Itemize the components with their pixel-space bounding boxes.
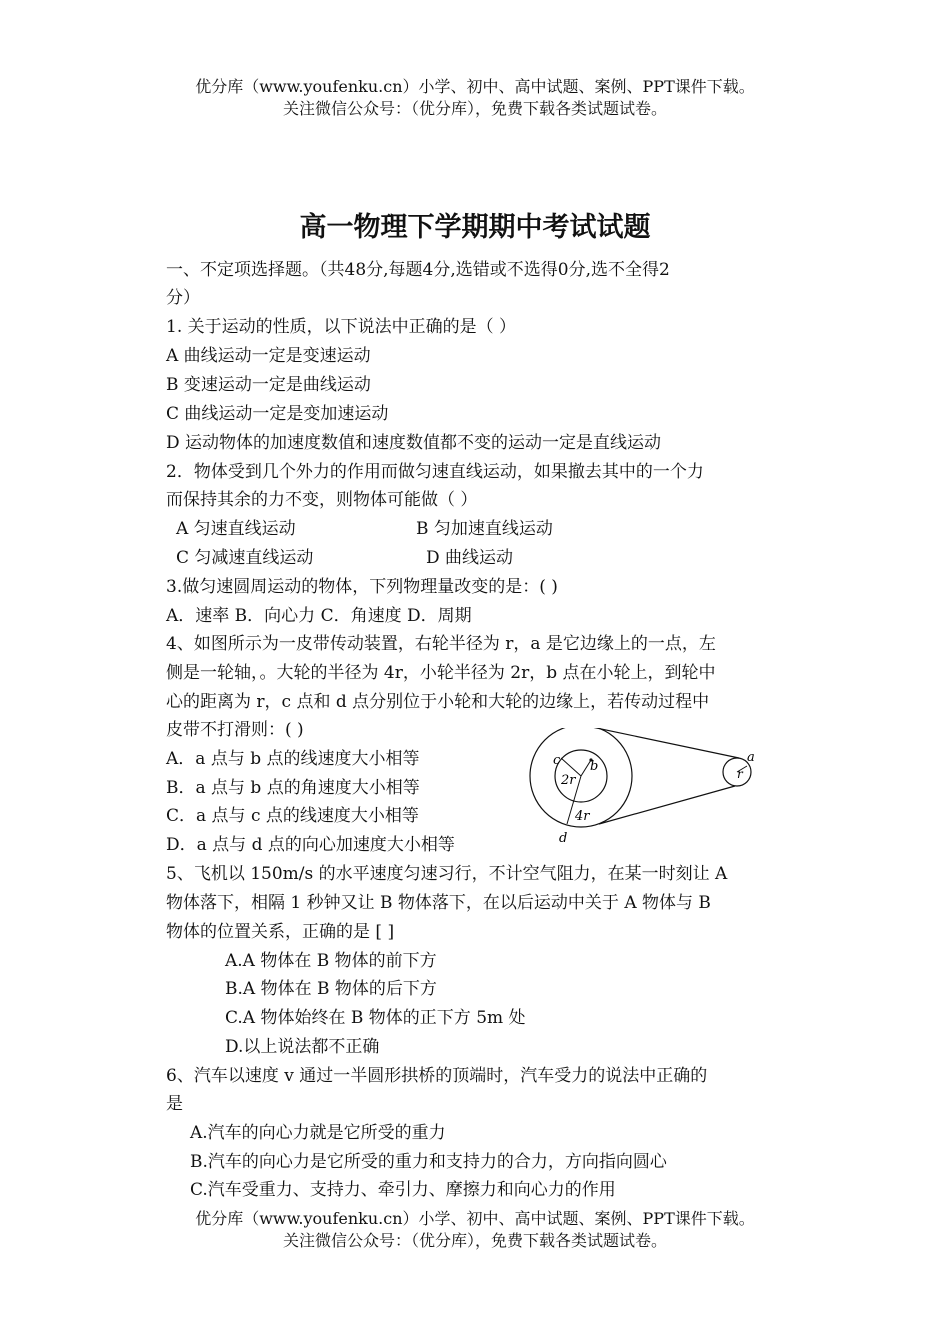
- q4-stem-line-4: 皮带不打滑则：( ): [166, 720, 304, 740]
- q2-option-b: B 匀加速直线运动: [416, 519, 553, 539]
- label-2r: 2r: [561, 773, 576, 788]
- q3-stem: 3.做匀速圆周运动的物体，下列物理量改变的是：( ): [166, 577, 558, 597]
- q4-option-a: A．a 点与 b 点的线速度大小相等: [166, 749, 420, 769]
- q5-option-d: D.以上说法都不正确: [225, 1037, 380, 1057]
- q4-stem-line-1: 4、如图所示为一皮带传动装置，右轮半径为 r，a 是它边缘上的一点，左: [166, 634, 716, 654]
- q5-stem-line-1: 5、飞机以 150m/s 的水平速度匀速习行，不计空气阻力，在某一时刻让 A: [166, 864, 728, 884]
- q1-option-b: B 变速运动一定是曲线运动: [166, 375, 371, 395]
- q2-stem-line-2: 而保持其余的力不变，则物体可能做（ ）: [166, 490, 478, 510]
- q6-option-c: C.汽车受重力、支持力、牵引力、摩擦力和向心力的作用: [190, 1180, 616, 1200]
- header-line-1: 优分库（www.youfenku.cn）小学、初中、高中试题、案例、PPT课件下载。: [195, 77, 755, 96]
- q2-stem-line-1: 2．物体受到几个外力的作用而做匀速直线运动，如果撤去其中的一个力: [166, 462, 704, 482]
- q1-option-a: A 曲线运动一定是变速运动: [166, 346, 371, 366]
- header-line-2: 关注微信公众号：（优分库），免费下载各类试题试卷。: [282, 99, 667, 118]
- section-intro-line-1: 一、不定项选择题。（共48分,每题4分,选错或不选得0分,选不全得2: [166, 260, 670, 280]
- label-c: c: [553, 753, 561, 768]
- label-r: r: [737, 767, 743, 781]
- q4-option-b: B．a 点与 b 点的角速度大小相等: [166, 778, 420, 798]
- belt-pulley-diagram: [525, 728, 765, 848]
- q5-option-c: C.A 物体始终在 B 物体的正下方 5m 处: [225, 1008, 526, 1028]
- footer-line-1: 优分库（www.youfenku.cn）小学、初中、高中试题、案例、PPT课件下载。: [195, 1209, 755, 1228]
- q5-option-b: B.A 物体在 B 物体的后下方: [225, 979, 437, 999]
- q4-option-c: C．a 点与 c 点的线速度大小相等: [166, 806, 419, 826]
- belt-upper: [587, 728, 739, 758]
- q4-option-d: D．a 点与 d 点的向心加速度大小相等: [166, 835, 455, 855]
- page-header: [0, 76, 950, 120]
- q2-option-d: D 曲线运动: [426, 548, 514, 568]
- q1-option-d: D 运动物体的加速度数值和速度数值都不变的运动一定是直线运动: [166, 433, 662, 453]
- q6-stem-line-2: 是: [166, 1094, 183, 1114]
- q6-option-b: B.汽车的向心力是它所受的重力和支持力的合力，方向指向圆心: [190, 1152, 667, 1172]
- q4-stem-line-3: 心的距离为 r，c 点和 d 点分别位于小轮和大轮的边缘上，若传动过程中: [166, 692, 710, 712]
- page-title: 高一物理下学期期中考试试题: [299, 212, 651, 243]
- q2-option-c: C 匀减速直线运动: [176, 548, 314, 568]
- label-b: b: [590, 759, 599, 774]
- page-footer: [0, 1208, 950, 1252]
- q5-stem-line-3: 物体的位置关系，正确的是 [ ]: [166, 922, 395, 942]
- label-4r: 4r: [575, 809, 590, 824]
- label-d: d: [559, 831, 568, 846]
- q1-option-c: C 曲线运动一定是变加速运动: [166, 404, 389, 424]
- q6-stem-line-1: 6、汽车以速度 v 通过一半圆形拱桥的顶端时，汽车受力的说法中正确的: [166, 1066, 708, 1086]
- q6-option-a: A.汽车的向心力就是它所受的重力: [190, 1123, 446, 1143]
- footer-line-2: 关注微信公众号：（优分库），免费下载各类试题试卷。: [282, 1231, 667, 1250]
- q5-stem-line-2: 物体落下，相隔 1 秒钟又让 B 物体落下，在以后运动中关于 A 物体与 B: [166, 893, 711, 913]
- q3-options: A．速率 B．向心力 C．角速度 D．周期: [166, 606, 472, 626]
- q1-stem: 1. 关于运动的性质，以下说法中正确的是（ ）: [166, 317, 517, 337]
- q2-option-a: A 匀速直线运动: [176, 519, 296, 539]
- q4-stem-line-2: 侧是一轮轴，。大轮的半径为 4r，小轮半径为 2r，b 点在小轮上，到轮中: [166, 663, 716, 683]
- section-intro-line-2: 分）: [166, 288, 200, 308]
- q5-option-a: A.A 物体在 B 物体的前下方: [225, 951, 437, 971]
- belt-lower: [599, 786, 735, 824]
- label-a: a: [747, 750, 755, 765]
